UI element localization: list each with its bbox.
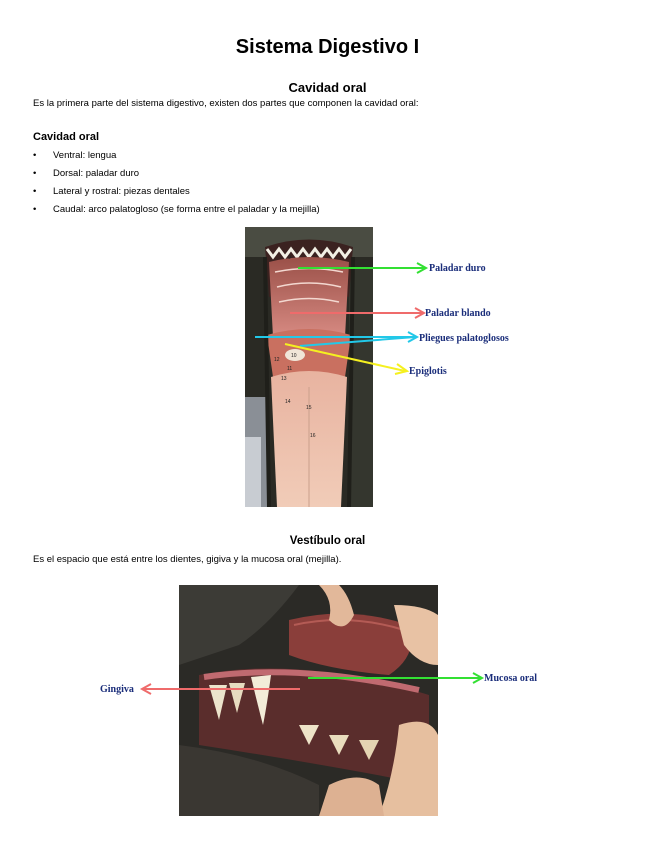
label-epiglotis: Epiglotis xyxy=(409,366,447,377)
list-item-text: Dorsal: paladar duro xyxy=(53,168,140,179)
arrow-pliegues-palatoglosos xyxy=(255,332,417,346)
section-heading-cavidad-oral: Cavidad oral xyxy=(288,80,367,95)
label-paladar-blando: Paladar blando xyxy=(425,308,491,319)
page-title: Sistema Digestivo I xyxy=(235,36,420,58)
list-item-text: Ventral: lengua xyxy=(53,150,117,161)
arrow-gingiva xyxy=(142,684,300,694)
arrow-mucosa-oral xyxy=(308,673,482,683)
list-item-text: Caudal: arco palatogloso (se forma entre el paladar y la mejilla) xyxy=(53,204,320,215)
bullet-symbol: • xyxy=(33,168,37,179)
bullet-symbol: • xyxy=(33,204,37,215)
arrow-paladar-blando xyxy=(290,308,424,318)
section-intro-cavidad-oral: Es la primera parte del sistema digestivo, existen dos partes que componen la cavidad oral: xyxy=(33,98,419,109)
figure-number: 13 xyxy=(281,376,287,382)
figure-number: 15 xyxy=(306,405,312,411)
figure-number: 12 xyxy=(274,357,280,363)
bullet-symbol: • xyxy=(33,150,37,161)
label-pliegues-palatoglosos: Pliegues palatoglosos xyxy=(419,333,509,344)
section-heading-vestibulo-oral: Vestíbulo oral xyxy=(289,535,366,547)
figure-number: 11 xyxy=(287,366,293,372)
figure-number: 14 xyxy=(285,399,291,405)
figure-number: 10 xyxy=(291,353,297,359)
label-gingiva: Gingiva xyxy=(100,684,134,695)
bullet-symbol: • xyxy=(33,186,37,197)
arrow-paladar-duro xyxy=(298,263,426,273)
figure-number: 9 xyxy=(288,255,291,261)
label-mucosa-oral: Mucosa oral xyxy=(484,673,538,684)
section-intro-vestibulo-oral: Es el espacio que está entre los dientes, gigiva y la mucosa oral (mejilla). xyxy=(33,554,342,565)
arrow-epiglotis xyxy=(285,344,407,374)
figure-number: 16 xyxy=(310,433,316,439)
label-paladar-duro: Paladar duro xyxy=(429,263,486,274)
subheading-cavidad-oral: Cavidad oral xyxy=(33,131,100,143)
list-item-text: Lateral y rostral: piezas dentales xyxy=(53,186,190,197)
